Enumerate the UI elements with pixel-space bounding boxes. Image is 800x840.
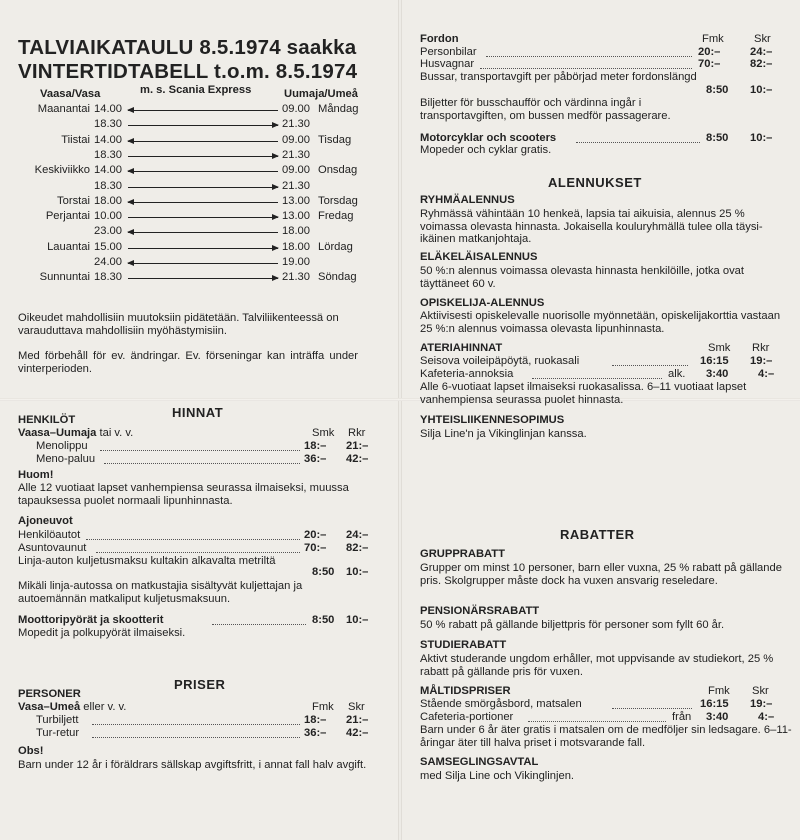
staende-price-fmk: 16:15 [700, 698, 729, 710]
linja-text: Linja-auton kuljetusmaksu kultakin alkavalta metriltä [18, 555, 276, 567]
cafeteria-price-fmk: 3:40 [706, 711, 729, 723]
cafeteria-fran: från [672, 711, 692, 723]
menopaluu-label: Meno-paluu [36, 453, 96, 465]
turretur-label: Tur-retur [36, 727, 80, 739]
obs-text: Barn under 12 år i föräldrars sällskap avgiftsfritt, i annat fall halv avgift. [18, 759, 367, 771]
menolippu-label: Menolippu [36, 440, 88, 452]
kafeteria-price-rkr: 4:– [758, 368, 775, 380]
note-swedish: Med förbehåll för ev. ändringar. Ev. förseningar kan inträffa under vinterperioden. [18, 350, 358, 375]
asuntovaunut-label: Asuntovaunut [18, 542, 87, 554]
arrow-right-icon [128, 217, 278, 218]
col-skr: Skr [752, 685, 769, 697]
ateria-heading: ATERIAHINNAT [420, 342, 503, 354]
turretur-price-skr: 42:– [346, 727, 369, 739]
kafeteria-price-smk: 3:40 [706, 368, 729, 380]
departure-vaasa: 23.00 [94, 225, 122, 237]
samsegl-heading: SAMSEGLINGSAVTAL [420, 756, 539, 768]
alennukset-heading: ALENNUKSET [548, 175, 642, 190]
huom-heading: Huom! [18, 469, 54, 481]
arrow-right-icon [128, 187, 278, 188]
linja-price-smk: 8:50 [312, 566, 335, 578]
seisova-label: Seisova voileipäpöytä, ruokasali [420, 355, 580, 367]
day-swedish: Söndag [318, 271, 357, 283]
mopedit-text: Mopedit ja polkupyörät ilmaiseksi. [18, 627, 186, 639]
motorcyklar-price-skr: 10:– [750, 132, 773, 144]
personbilar-price-skr: 24:– [750, 46, 773, 58]
col-rkr: Rkr [752, 342, 770, 354]
day-finnish: Keskiviikko [34, 164, 90, 176]
col-smk: Smk [708, 342, 731, 354]
day-finnish: Lauantai [47, 241, 90, 253]
pension-heading: PENSIONÄRSRABATT [420, 605, 540, 617]
col-fmk: Fmk [708, 685, 730, 697]
ryhma-heading: RYHMÄALENNUS [420, 194, 515, 206]
dot-leader [86, 539, 300, 540]
yhteis-heading: YHTEISLIIKENNESOPIMUS [420, 414, 565, 426]
samsegl-text: med Silja Line och Vikinglinjen. [420, 770, 575, 782]
kafeteria-label: Kafeteria-annoksia [420, 368, 514, 380]
opiskelija-heading: OPISKELIJA-ALENNUS [420, 297, 545, 309]
grupp-text: Grupper om minst 10 personer, barn eller vuxna, 25 % rabatt på gällande pris. Skolgrupper måste dock ha vuxen ansvarig reseledare. [420, 562, 782, 587]
departure-vaasa: 18.30 [94, 271, 122, 283]
time-umea: 09.00 [282, 134, 310, 146]
henkilot-heading: HENKILÖT [18, 414, 76, 426]
obs-heading: Obs! [18, 745, 44, 757]
header-umea: Uumaja/Umeå [284, 88, 358, 100]
opiskelija-text: Aktiivisesti opiskelevalle nuorisolle myönnetään, opiskelijakorttia vastaan 25 %:n alennus voimassa olevasta lipunhinnasta. [420, 310, 781, 335]
time-umea: 18.00 [282, 225, 310, 237]
arrow-right-icon [128, 156, 278, 157]
header-ship: m. s. Scania Express [140, 84, 252, 96]
husvagnar-price-skr: 82:– [750, 58, 773, 70]
time-umea: 09.00 [282, 103, 310, 115]
menopaluu-price-smk: 36:– [304, 453, 327, 465]
seisova-price-rkr: 19:– [750, 355, 773, 367]
time-umea: 13.00 [282, 195, 310, 207]
staende-label: Stående smörgåsbord, matsalen [420, 698, 582, 710]
dot-leader [104, 463, 300, 464]
moottori-label: Moottoripyörät ja skootterit [18, 614, 164, 626]
col-fmk: Fmk [702, 33, 724, 45]
departure-vaasa: 15.00 [94, 241, 122, 253]
personbilar-price-fmk: 20:– [698, 46, 721, 58]
turbiljett-price-fmk: 18:– [304, 714, 327, 726]
turretur-price-fmk: 36:– [304, 727, 327, 739]
right-column [416, 0, 794, 840]
dot-leader [576, 142, 700, 143]
col-skr: Skr [754, 33, 771, 45]
henkiloautot-label: Henkilöautot [18, 529, 81, 541]
dot-leader [212, 624, 306, 625]
departure-vaasa: 14.00 [94, 103, 122, 115]
arrow-left-icon [128, 171, 278, 172]
husvagnar-label: Husvagnar [420, 58, 475, 70]
col-smk: Smk [312, 427, 335, 439]
col-fmk: Fmk [312, 701, 334, 713]
moottori-price-smk: 8:50 [312, 614, 335, 626]
fordon-heading: Fordon [420, 33, 459, 45]
staende-price-skr: 19:– [750, 698, 773, 710]
pension-text: 50 % rabatt på gällande biljettpris för personer som fyllt 60 år. [420, 619, 725, 631]
dot-leader [532, 378, 662, 379]
studie-text: Aktivt studerande ungdom erhåller, mot uppvisande av studiekort, 25 % rabatt på gällande pris för vuxen. [420, 653, 774, 678]
departure-vaasa: 18.30 [94, 180, 122, 192]
day-swedish: Onsdag [318, 164, 358, 176]
header-vaasa: Vaasa/Vasa [40, 88, 101, 100]
departure-vaasa: 14.00 [94, 134, 122, 146]
day-swedish: Torsdag [318, 195, 358, 207]
col-skr: Skr [348, 701, 365, 713]
day-finnish: Perjantai [45, 210, 90, 222]
husvagnar-price-fmk: 70:– [698, 58, 721, 70]
motorcyklar-price-fmk: 8:50 [706, 132, 729, 144]
time-umea: 18.00 [282, 241, 310, 253]
henkiloautot-price-smk: 20:– [304, 529, 327, 541]
asuntovaunut-price-smk: 70:– [304, 542, 327, 554]
departure-vaasa: 18.00 [94, 195, 122, 207]
elake-heading: ELÄKELÄISALENNUS [420, 251, 538, 263]
time-umea: 21.30 [282, 118, 310, 130]
arrow-left-icon [128, 202, 278, 203]
col-rkr: Rkr [348, 427, 366, 439]
arrow-left-icon [128, 141, 278, 142]
departure-vaasa: 24.00 [94, 256, 122, 268]
personer-heading: PERSONER [18, 688, 81, 700]
departure-vaasa: 18.30 [94, 118, 122, 130]
day-swedish: Lördag [318, 241, 353, 253]
arrow-left-icon [128, 232, 278, 233]
linja-price-rkr: 10:– [346, 566, 369, 578]
asuntovaunut-price-rkr: 82:– [346, 542, 369, 554]
kafeteria-alk: alk. [668, 368, 686, 380]
ryhma-text: Ryhmässä vähintään 10 henkeä, lapsia tai aikuisia, alennus 25 % voimassa olevasta hinnasta. Jokaisella kouluryhmällä tulee olla täysi-ikäinen matkanjohtaja. [420, 208, 763, 246]
dot-leader [92, 737, 300, 738]
henkiloautot-price-rkr: 24:– [346, 529, 369, 541]
biljetter-text: Biljetter för busschaufför och värdinna ingår i transportavgiften, om bussen medför passagerare. [420, 97, 671, 122]
departure-vaasa: 18.30 [94, 149, 122, 161]
bussar-price-skr: 10:– [750, 84, 773, 96]
elake-text: 50 %:n alennus voimassa olevasta hinnasta henkilöille, jotka ovat täyttäneet 60 v. [420, 265, 745, 290]
time-umea: 21.30 [282, 180, 310, 192]
hinnat-heading: HINNAT [172, 405, 224, 420]
day-swedish: Tisdag [318, 134, 352, 146]
priser-heading: PRISER [174, 677, 226, 692]
dot-leader [612, 708, 692, 709]
mikali-text: Mikäli linja-autossa on matkustajia sisältyvät kuljettajan ja autoemännän matkaliput kuljetusmaksuun. [18, 580, 303, 605]
arrow-right-icon [128, 278, 278, 279]
ajoneuvot-heading: Ajoneuvot [18, 515, 73, 527]
day-finnish: Sunnuntai [39, 271, 90, 283]
dot-leader [486, 56, 692, 57]
note-finnish: Oikeudet mahdollisiin muutoksiin pidätetään. Talviliikenteessä on varauduttava mahdollisiin myöhästymisiin. [18, 312, 339, 337]
yhteis-text: Silja Line'n ja Vikinglinjan kanssa. [420, 428, 587, 440]
dot-leader [96, 552, 300, 553]
alle6-text: Alle 6-vuotiaat lapset ilmaiseksi ruokasalissa. 6–11 vuotiaat lapset vanhempiensa seurassa puolet hinnasta. [420, 381, 747, 406]
time-umea: 09.00 [282, 164, 310, 176]
center-fold [398, 0, 402, 840]
turbiljett-label: Turbiljett [36, 714, 79, 726]
bussar-price-fmk: 8:50 [706, 84, 729, 96]
menolippu-price-smk: 18:– [304, 440, 327, 452]
time-umea: 13.00 [282, 210, 310, 222]
cafeteria-price-skr: 4:– [758, 711, 775, 723]
bussar-text: Bussar, transportavgift per påbörjad meter fordonslängd [420, 71, 697, 83]
cafeteria-label: Cafeteria-portioner [420, 711, 514, 723]
day-finnish: Maanantai [37, 103, 90, 115]
time-umea: 19.00 [282, 256, 310, 268]
dot-leader [480, 68, 692, 69]
huom-text: Alle 12 vuotiaat lapset vanhempiensa seurassa ilmaiseksi, muussa tapauksessa puolet normaali lipunhinnasta. [18, 482, 349, 507]
time-umea: 21.30 [282, 149, 310, 161]
personbilar-label: Personbilar [420, 46, 477, 58]
turbiljett-price-skr: 21:– [346, 714, 369, 726]
menolippu-price-rkr: 21:– [346, 440, 369, 452]
arrow-right-icon [128, 125, 278, 126]
barn6-text: Barn under 6 år äter gratis i matsalen om de medföljer sin ledsagare. 6–11-åringar äter till halva priset i motsvarande fall. [420, 724, 792, 749]
seisova-price-smk: 16:15 [700, 355, 729, 367]
dot-leader [92, 724, 300, 725]
arrow-left-icon [128, 110, 278, 111]
dot-leader [528, 721, 666, 722]
moottori-price-rkr: 10:– [346, 614, 369, 626]
route-swedish: Vasa–Umeå eller v. v. [18, 701, 127, 713]
time-umea: 21.30 [282, 271, 310, 283]
studie-heading: STUDIERABATT [420, 639, 507, 651]
motorcyklar-label: Motorcyklar och scooters [420, 132, 557, 144]
grupp-heading: GRUPPRABATT [420, 548, 505, 560]
rabatter-heading: RABATTER [560, 527, 635, 542]
departure-vaasa: 14.00 [94, 164, 122, 176]
day-swedish: Måndag [318, 103, 359, 115]
arrow-left-icon [128, 263, 278, 264]
arrow-right-icon [128, 248, 278, 249]
route-finnish: Vaasa–Uumaja tai v. v. [18, 427, 134, 439]
maltid-heading: MÅLTIDSPRISER [420, 685, 511, 697]
mopeder-text: Mopeder och cyklar gratis. [420, 144, 552, 156]
departure-vaasa: 10.00 [94, 210, 122, 222]
title-swedish: VINTERTIDTABELL t.o.m. 8.5.1974 [18, 60, 358, 83]
left-column [12, 0, 390, 840]
dot-leader [612, 365, 688, 366]
day-finnish: Tiistai [61, 134, 90, 146]
title-finnish: TALVIAIKATAULU 8.5.1974 saakka [18, 36, 357, 59]
menopaluu-price-rkr: 42:– [346, 453, 369, 465]
dot-leader [100, 450, 300, 451]
day-swedish: Fredag [318, 210, 354, 222]
day-finnish: Torstai [57, 195, 90, 207]
